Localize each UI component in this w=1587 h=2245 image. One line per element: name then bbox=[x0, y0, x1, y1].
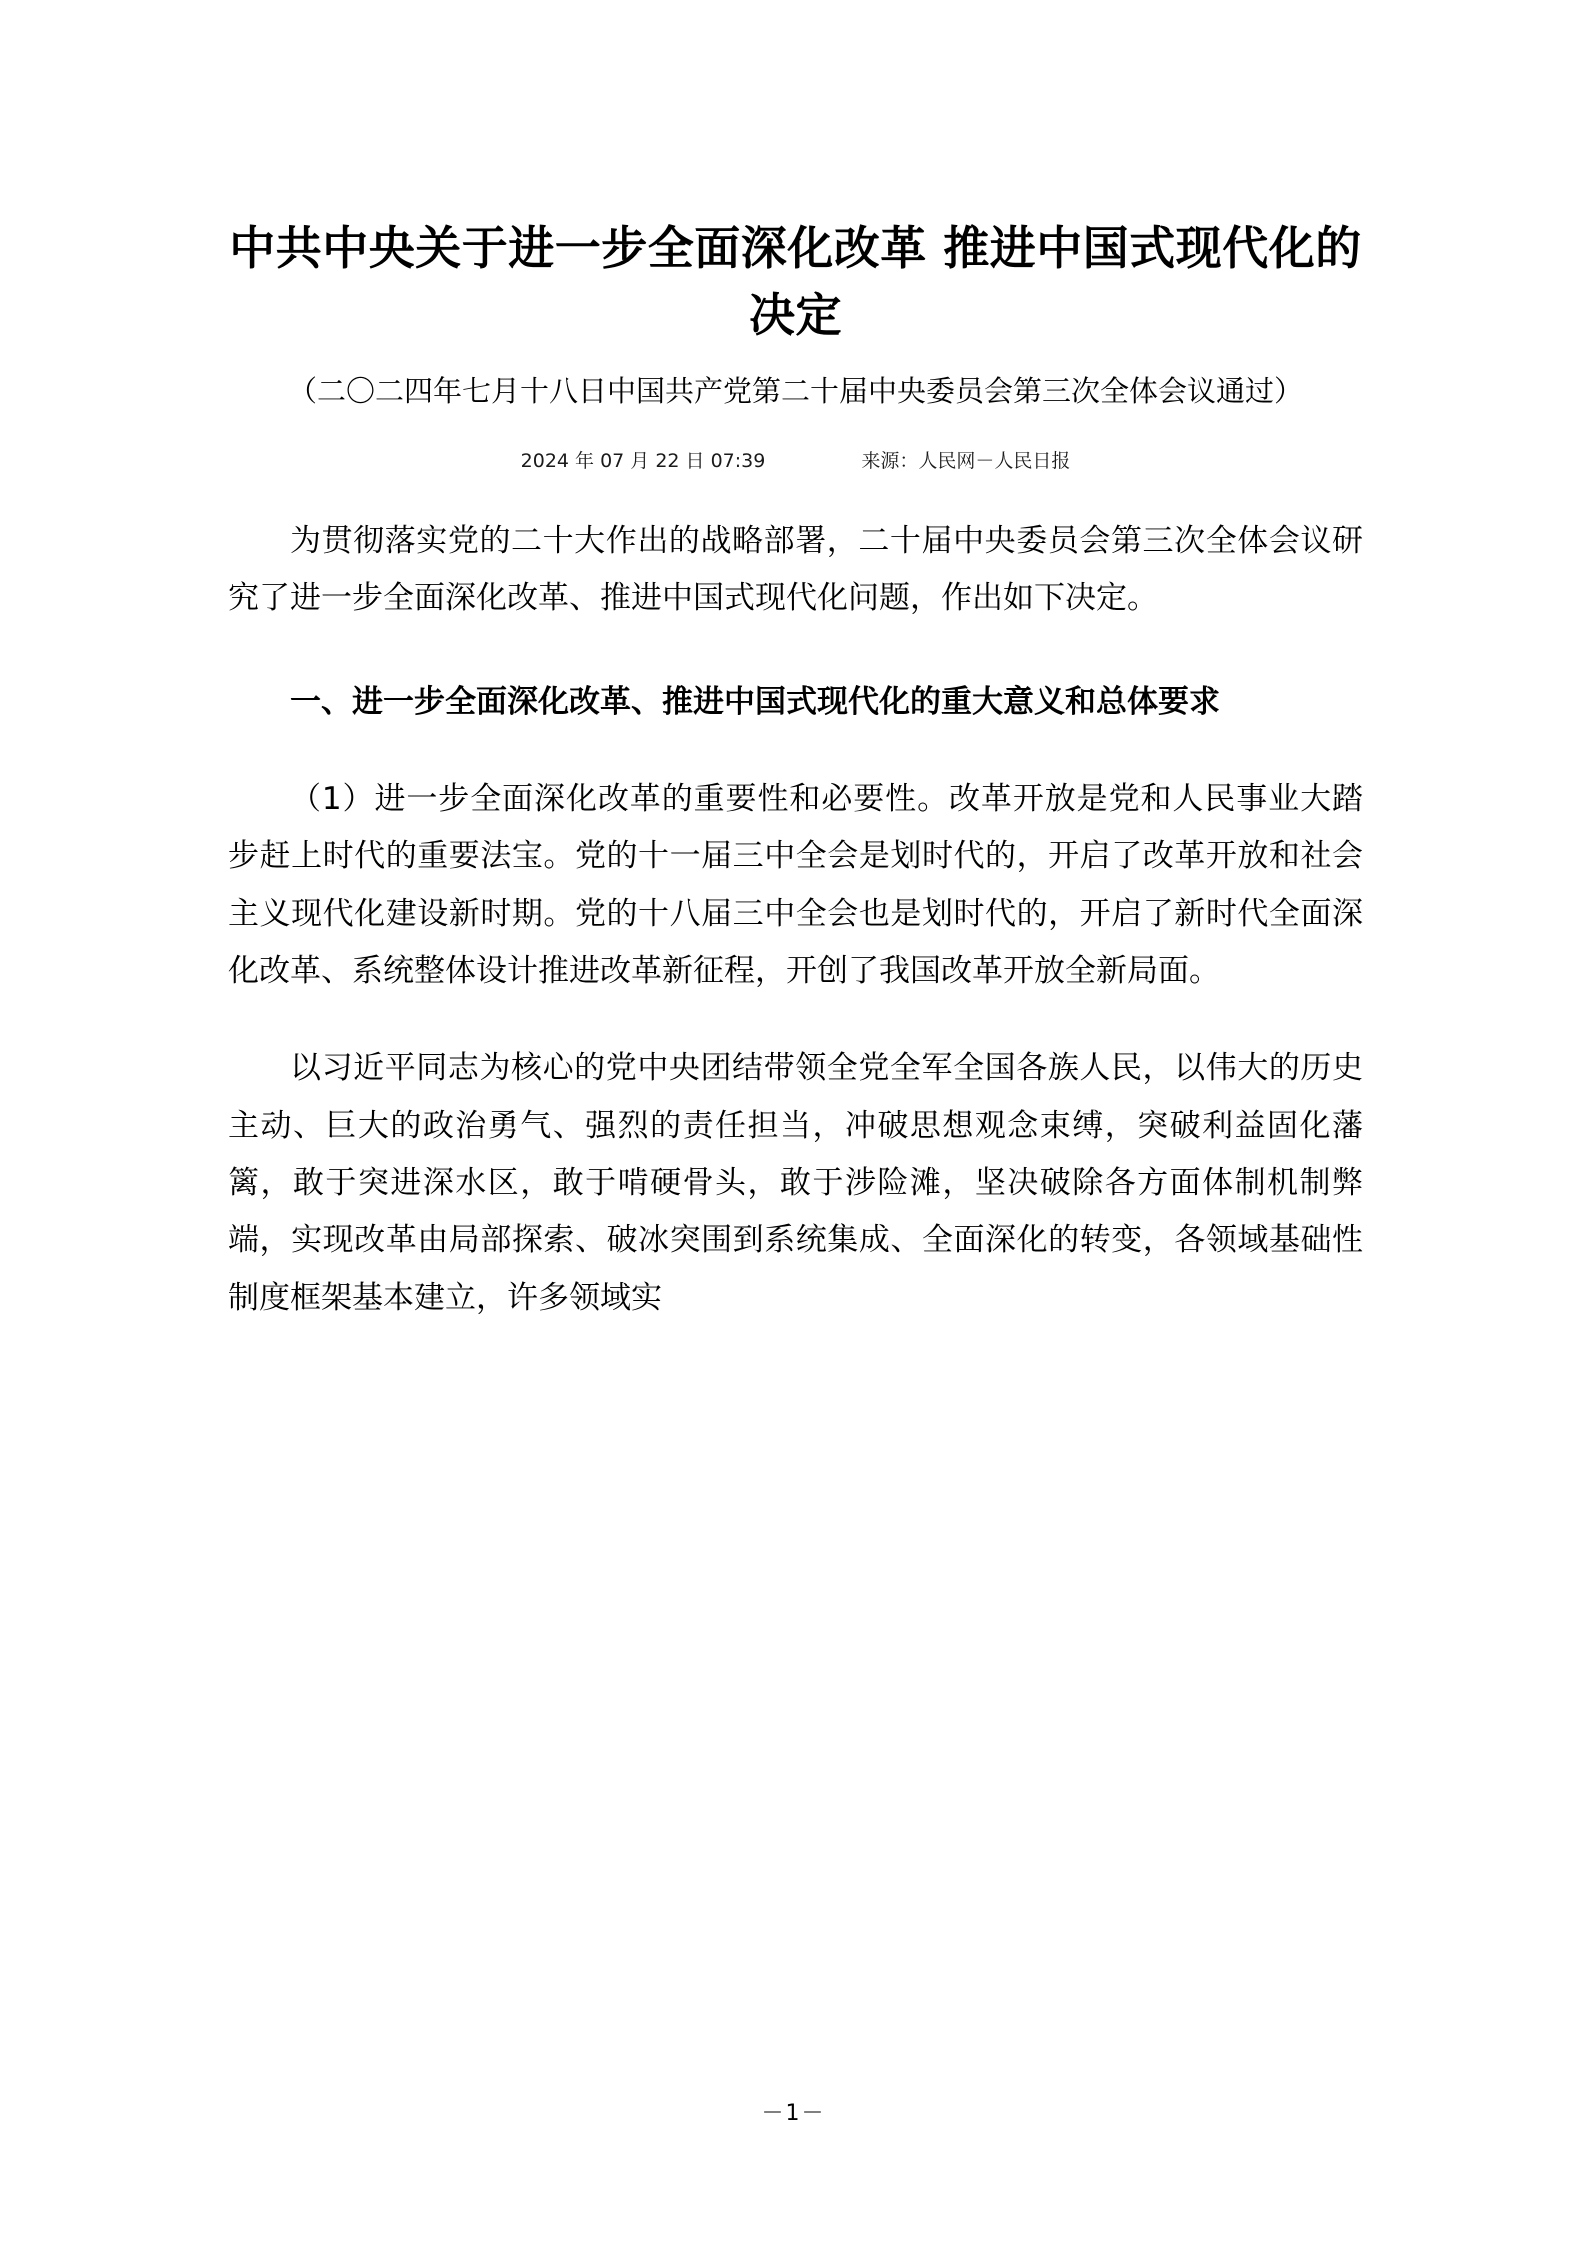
paragraph: 为贯彻落实党的二十大作出的战略部署，二十届中央委员会第三次全体会议研究了进一步全面深化改革、推进中国式现代化问题，作出如下决定。 bbox=[228, 522, 1363, 617]
paragraph: （1）进一步全面深化改革的重要性和必要性。改革开放是党和人民事业大踏步赶上时代的重要法宝。党的十一届三中全会是划时代的，开启了改革开放和社会主义现代化建设新时期。党的十八届三中全会也是划时代的，开启了新时代全面深化改革、系统整体设计推进改革新征程，开创了我国改革开放全新局面。 bbox=[228, 780, 1363, 989]
publish-source: 来源：人民网－人民日报 bbox=[861, 449, 1071, 472]
document-content bbox=[228, 215, 1363, 1327]
section-heading: 一、进一步全面深化改革、推进中国式现代化的重大意义和总体要求 bbox=[290, 683, 1220, 720]
page-title: 中共中央关于进一步全面深化改革 推进中国式现代化的决定 bbox=[229, 221, 1362, 342]
document-subtitle: （二〇二四年七月十八日中国共产党第二十届中央委员会第三次全体会议通过） bbox=[287, 374, 1303, 409]
publish-date: 2024 年 07 月 22 日 07:39 bbox=[520, 449, 766, 472]
page-number: －1－ bbox=[761, 2101, 826, 2126]
paragraph: 以习近平同志为核心的党中央团结带领全党全军全国各族人民，以伟大的历史主动、巨大的政治勇气、强烈的责任担当，冲破思想观念束缚，突破利益固化藩篱，敢于突进深水区，敢于啃硬骨头，敢于涉险滩，坚决破除各方面体制机制弊端，实现改革由局部探索、破冰突围到系统集成、全面深化的转变，各领域基础性制度框架基本建立，许多领域实 bbox=[228, 1050, 1363, 1316]
document-meta bbox=[228, 446, 1363, 473]
